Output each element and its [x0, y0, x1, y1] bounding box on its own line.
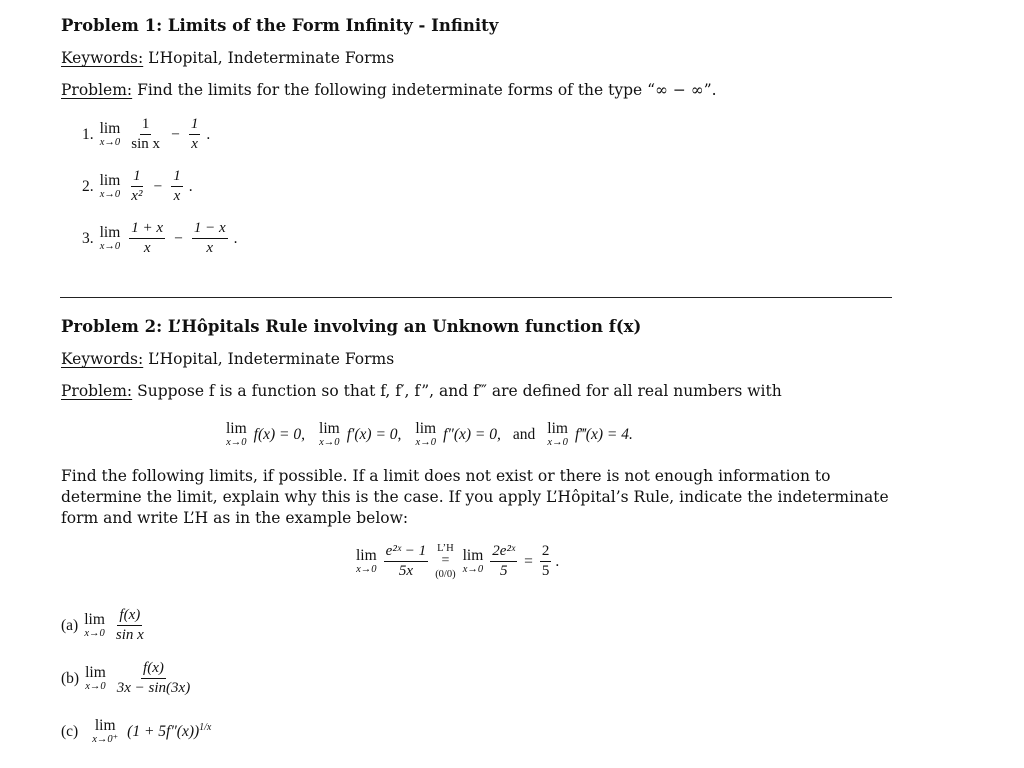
part-c — [61, 718, 211, 745]
p1-item-3 — [82, 220, 237, 258]
fraction: $\frac{1}{x}$ — [173, 168, 181, 205]
problem-text: Find the limits for the following indeterminate forms of the type “∞ − ∞”. — [137, 81, 717, 99]
item-number: 1. — [82, 125, 94, 143]
instructions-text: Find the following limits, if possible. If a limit does not exist or there is not enough information to determine the limit, explain why this is the case. If you apply L’Hôpital’s Rule, indicate the indeterminate form and write L’H as in the example below: — [61, 467, 889, 527]
exponent: 1/x — [199, 722, 212, 734]
condition-1: f(x) = 0, — [253, 425, 306, 443]
limit-operator: lim x→0 — [99, 172, 121, 201]
fraction: $\frac{\text{e²ˣ − 1}}{5x}$ — [385, 543, 427, 580]
fraction: $\frac{1 - x}{x}$ — [193, 220, 226, 257]
limit-operator: lim x→0 — [99, 120, 121, 149]
keywords-text: L’Hopital, Indeterminate Forms — [148, 49, 395, 67]
fraction: $\frac{1}{x}$ — [190, 116, 199, 153]
problem-text: Suppose f is a function so that f, f′, f”, and f‴ are defined for all real numbers with — [137, 382, 782, 400]
problem-2-title: Problem 2: L’Hôpitals Rule involving an Unknown function f(x) — [61, 317, 642, 336]
part-label: (b) — [61, 669, 80, 687]
limit-conditions — [226, 421, 633, 448]
limit-operator: lim x→0 — [84, 611, 105, 640]
problem-label: Problem: — [61, 81, 133, 99]
fraction: $\frac{\text{2e²ˣ}}{5}$ — [492, 543, 516, 580]
condition-4: f‴(x) = 4. — [574, 425, 633, 443]
limit-operator: lim x→0 — [319, 420, 340, 449]
condition-3: f″(x) = 0, — [443, 425, 501, 443]
keywords-label: Keywords: — [61, 350, 144, 368]
p1-item-2 — [82, 168, 193, 206]
part-a — [61, 607, 146, 645]
problem-2-keywords — [61, 350, 394, 368]
limit-operator: lim x→0 — [99, 224, 121, 253]
problem-1-keywords — [61, 49, 394, 67]
part-c-expression: $(1 + 5f''(x))^{1/x}$ — [127, 722, 212, 741]
and-word: and — [512, 425, 536, 443]
limit-operator: lim x→0 — [356, 547, 377, 576]
section-divider — [60, 297, 892, 298]
keywords-label: Keywords: — [61, 49, 144, 67]
problem-1-title: Problem 1: Limits of the Form Infinity - Infinity — [61, 16, 499, 35]
p1-item-1 — [82, 116, 210, 154]
instructions — [61, 466, 896, 529]
limit-operator: lim x→0 — [85, 664, 106, 693]
keywords-text: L’Hopital, Indeterminate Forms — [148, 350, 395, 368]
part-label: (a) — [61, 616, 79, 634]
operator: − — [174, 229, 183, 247]
fraction: $\frac{2}{5}$ — [541, 543, 550, 580]
fraction: $\frac{1}{\text{sin x}}$ — [131, 116, 161, 153]
lhopital-marker: L’H = (0/0) — [435, 543, 456, 581]
fraction: $\frac{f(x)}{\text{sin x}}$ — [115, 607, 144, 644]
item-number: 2. — [82, 177, 94, 195]
part-label: (c) — [61, 722, 79, 740]
operator: − — [171, 125, 180, 143]
item-number: 3. — [82, 229, 94, 247]
example-equation — [356, 543, 559, 581]
problem-2-statement — [61, 382, 782, 400]
condition-2: f′(x) = 0, — [346, 425, 402, 443]
limit-operator: lim x→0 — [547, 420, 568, 449]
operator: − — [153, 177, 163, 195]
fraction: $\frac{1}{\text{x²}}$ — [131, 168, 143, 205]
limit-operator: lim x→0 — [462, 547, 484, 576]
period: . — [188, 177, 193, 195]
limit-operator: lim x→0⁺ — [92, 717, 119, 746]
equals: = — [524, 552, 533, 570]
part-b — [61, 660, 192, 698]
period: . — [206, 125, 211, 143]
problem-1-statement — [61, 81, 717, 99]
limit-operator: lim x→0 — [415, 420, 437, 449]
fraction: $\frac{1 + x}{x}$ — [131, 220, 164, 257]
problem-label: Problem: — [61, 382, 133, 400]
limit-operator: lim x→0 — [226, 420, 247, 449]
fraction: $\frac{f(x)}{3x - \sin(3x)}$ — [116, 660, 191, 697]
period: . — [233, 229, 238, 247]
period: . — [555, 552, 560, 570]
